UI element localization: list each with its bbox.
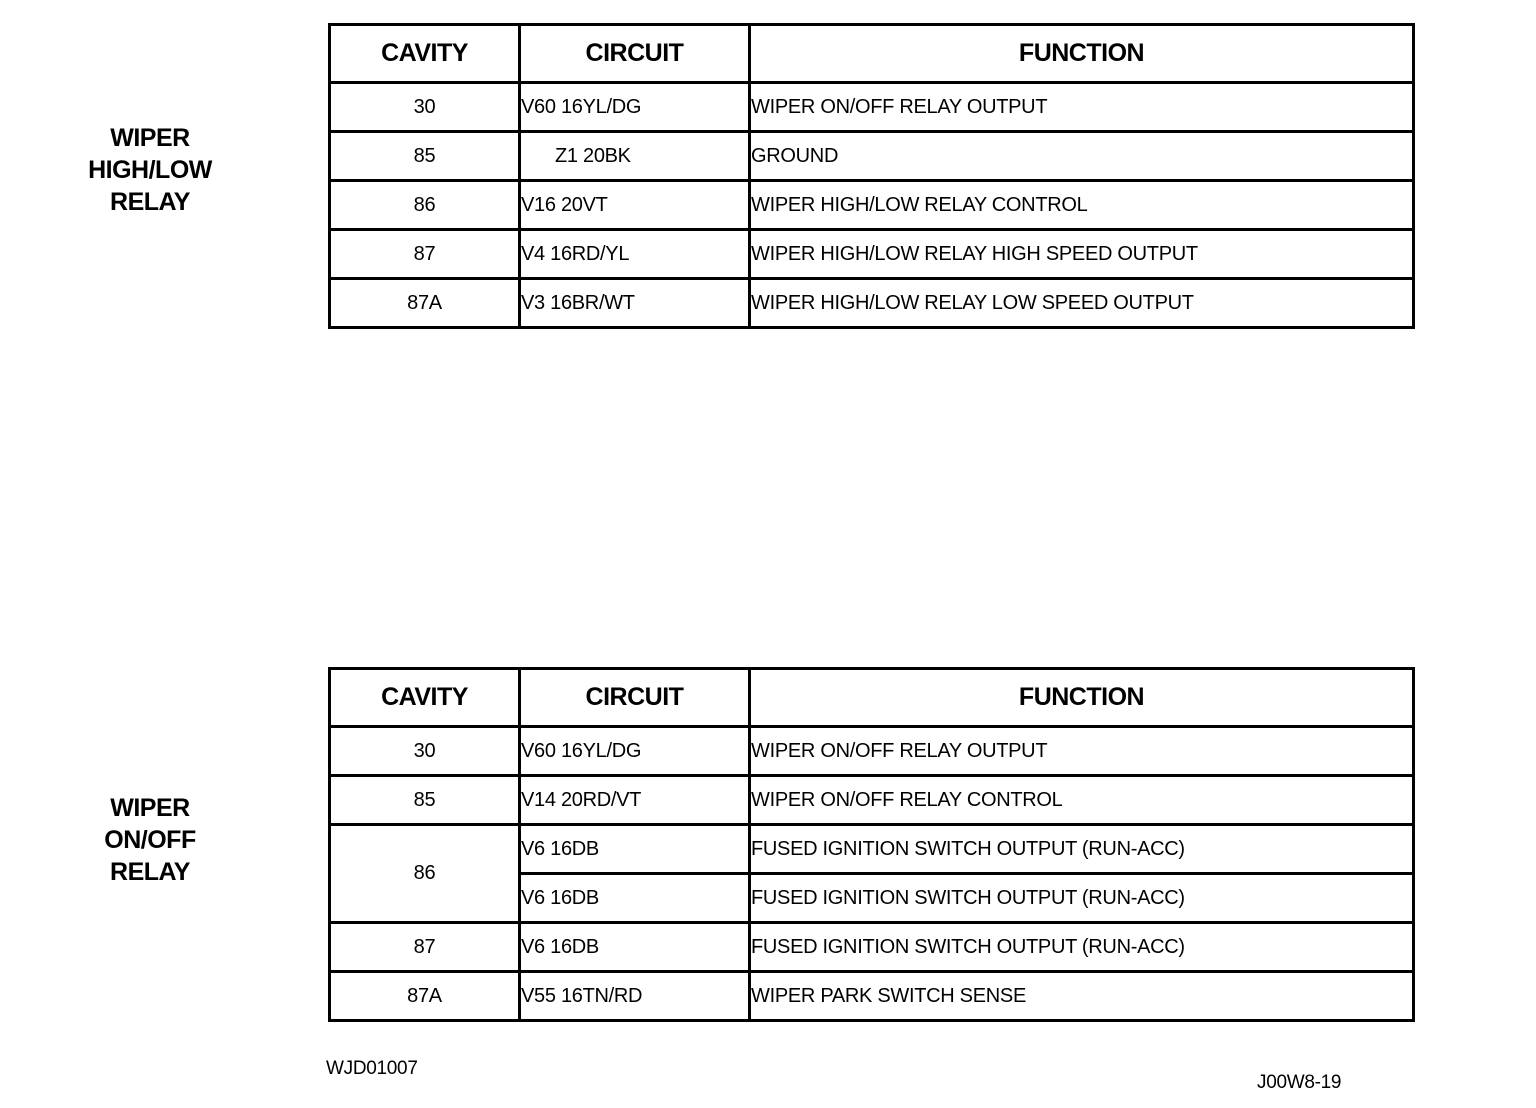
table-row bbox=[330, 230, 1414, 279]
relay-label-line: RELAY bbox=[110, 188, 190, 216]
cavity-cell: 85 bbox=[330, 776, 520, 825]
circuit-cell: V14 20RD/VT bbox=[520, 776, 750, 825]
cavity-cell: 30 bbox=[330, 727, 520, 776]
cavity-cell: 85 bbox=[330, 132, 520, 181]
cavity-cell: 30 bbox=[330, 83, 520, 132]
function-cell: FUSED IGNITION SWITCH OUTPUT (RUN-ACC) bbox=[750, 874, 1414, 923]
cavity-cell: 87 bbox=[330, 923, 520, 972]
relay-label-high-low bbox=[70, 122, 230, 218]
table-header-row bbox=[330, 669, 1414, 727]
relay-label-line: ON/OFF bbox=[104, 826, 196, 854]
table-row bbox=[330, 825, 1414, 874]
cavity-cell: 87 bbox=[330, 230, 520, 279]
table-row bbox=[330, 923, 1414, 972]
circuit-cell: V6 16DB bbox=[520, 874, 750, 923]
table-row bbox=[330, 83, 1414, 132]
function-cell: GROUND bbox=[750, 132, 1414, 181]
circuit-cell: Z1 20BK bbox=[520, 132, 750, 181]
cavity-cell: 87A bbox=[330, 279, 520, 328]
circuit-cell: V55 16TN/RD bbox=[520, 972, 750, 1021]
table-row bbox=[330, 776, 1414, 825]
circuit-cell: V3 16BR/WT bbox=[520, 279, 750, 328]
header-cavity: CAVITY bbox=[330, 25, 520, 83]
function-cell: WIPER ON/OFF RELAY OUTPUT bbox=[750, 727, 1414, 776]
cavity-cell: 86 bbox=[330, 825, 520, 923]
table-header-row bbox=[330, 25, 1414, 83]
table-row bbox=[330, 727, 1414, 776]
figure-code-left: WJD01007 bbox=[326, 1058, 418, 1079]
cavity-cell: 86 bbox=[330, 181, 520, 230]
relay-label-line: WIPER bbox=[110, 794, 190, 822]
header-function: FUNCTION bbox=[750, 25, 1414, 83]
header-function: FUNCTION bbox=[750, 669, 1414, 727]
function-cell: WIPER ON/OFF RELAY CONTROL bbox=[750, 776, 1414, 825]
function-cell: WIPER PARK SWITCH SENSE bbox=[750, 972, 1414, 1021]
pin-table-high-low-relay bbox=[328, 23, 1415, 329]
circuit-cell: V6 16DB bbox=[520, 923, 750, 972]
circuit-cell: V16 20VT bbox=[520, 181, 750, 230]
table-row bbox=[330, 181, 1414, 230]
relay-label-line: HIGH/LOW bbox=[88, 156, 212, 184]
function-cell: FUSED IGNITION SWITCH OUTPUT (RUN-ACC) bbox=[750, 923, 1414, 972]
function-cell: WIPER HIGH/LOW RELAY HIGH SPEED OUTPUT bbox=[750, 230, 1414, 279]
relay-label-line: RELAY bbox=[110, 858, 190, 886]
table-row bbox=[330, 279, 1414, 328]
relay-label-on-off bbox=[70, 792, 230, 888]
header-circuit: CIRCUIT bbox=[520, 25, 750, 83]
circuit-cell: V60 16YL/DG bbox=[520, 727, 750, 776]
cavity-cell: 87A bbox=[330, 972, 520, 1021]
function-cell: WIPER HIGH/LOW RELAY CONTROL bbox=[750, 181, 1414, 230]
circuit-cell: V60 16YL/DG bbox=[520, 83, 750, 132]
function-cell: FUSED IGNITION SWITCH OUTPUT (RUN-ACC) bbox=[750, 825, 1414, 874]
relay-label-line: WIPER bbox=[110, 124, 190, 152]
header-circuit: CIRCUIT bbox=[520, 669, 750, 727]
function-cell: WIPER ON/OFF RELAY OUTPUT bbox=[750, 83, 1414, 132]
table-row bbox=[330, 972, 1414, 1021]
function-cell: WIPER HIGH/LOW RELAY LOW SPEED OUTPUT bbox=[750, 279, 1414, 328]
circuit-cell: V6 16DB bbox=[520, 825, 750, 874]
header-cavity: CAVITY bbox=[330, 669, 520, 727]
pin-table-on-off-relay bbox=[328, 667, 1415, 1022]
circuit-cell: V4 16RD/YL bbox=[520, 230, 750, 279]
figure-code-right: J00W8-19 bbox=[1257, 1072, 1342, 1093]
table-row bbox=[330, 132, 1414, 181]
